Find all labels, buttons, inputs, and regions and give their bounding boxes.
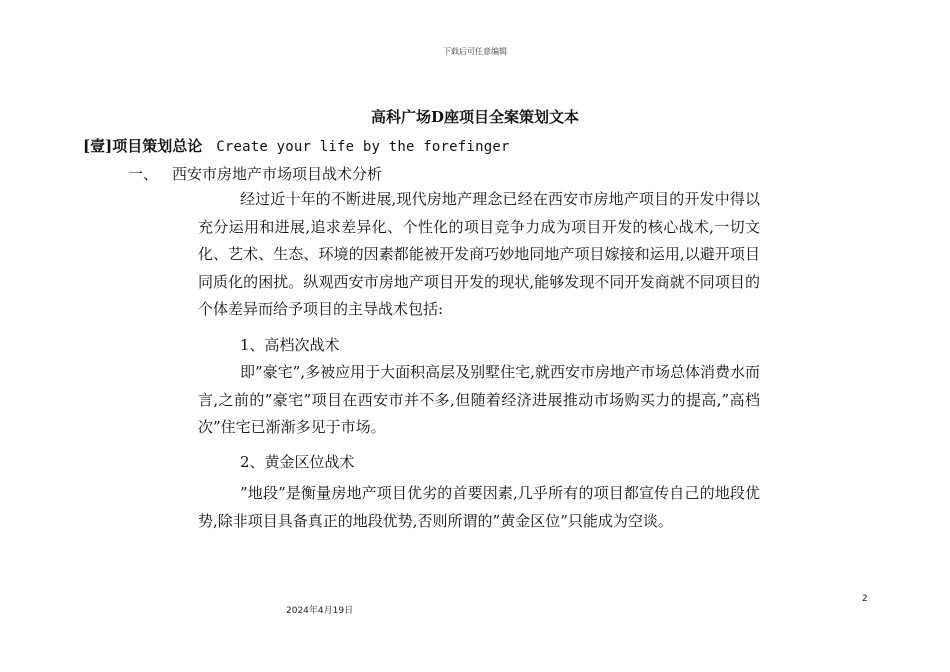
section-heading-cn: [壹]项目策划总论 <box>83 137 203 155</box>
item-1-paragraph: 即”豪宅”,多被应用于大面积高层及别墅住宅,就西安市房地产市场总体消费水而言,之前的”豪宅”项目在西安市并不多,但随着经济进展推动市场购买力的提高,”高档次”住宅已渐渐多见于市场。 <box>198 363 760 436</box>
section-heading-en: Create your life by the forefinger <box>216 139 510 155</box>
item-1-heading: 1、高档次战术 <box>240 336 340 354</box>
document-title-text: 高科广场D座项目全案策划文本 <box>370 108 579 126</box>
document-title <box>0 106 950 127</box>
subsection-title: 西安市房地产市场项目战术分析 <box>172 165 383 183</box>
subsection-number: 一、 <box>128 165 159 183</box>
footer-date: 2024年4月19日 <box>286 606 354 616</box>
section-heading <box>83 135 510 156</box>
subsection-heading <box>128 163 382 184</box>
item-2-paragraph: ”地段”是衡量房地产项目优劣的首要因素,几乎所有的项目都宣传自己的地段优势,除非项目具备真正的地段优势,否则所谓的”黄金区位”只能成为空谈。 <box>198 484 760 530</box>
page-header: 下载后可任意编辑 <box>443 47 507 56</box>
paragraph-intro: 经过近十年的不断进展,现代房地产理念已经在西安市房地产项目的开发中得以充分运用和进展,追求差异化、个性化的项目竞争力成为项目开发的核心战术,一切文化、艺术、生态、环境的因素都能被开发商巧妙地同地产项目嫁接和运用,以避开项目同质化的困扰。纵观西安市房地产项目开发的现状,能够发现不同开发商就不同项目的个体差异而给予项目的主导战术包括: <box>198 190 760 318</box>
item-2-heading: 2、黄金区位战术 <box>240 453 355 471</box>
page-number: 2 <box>862 594 868 604</box>
